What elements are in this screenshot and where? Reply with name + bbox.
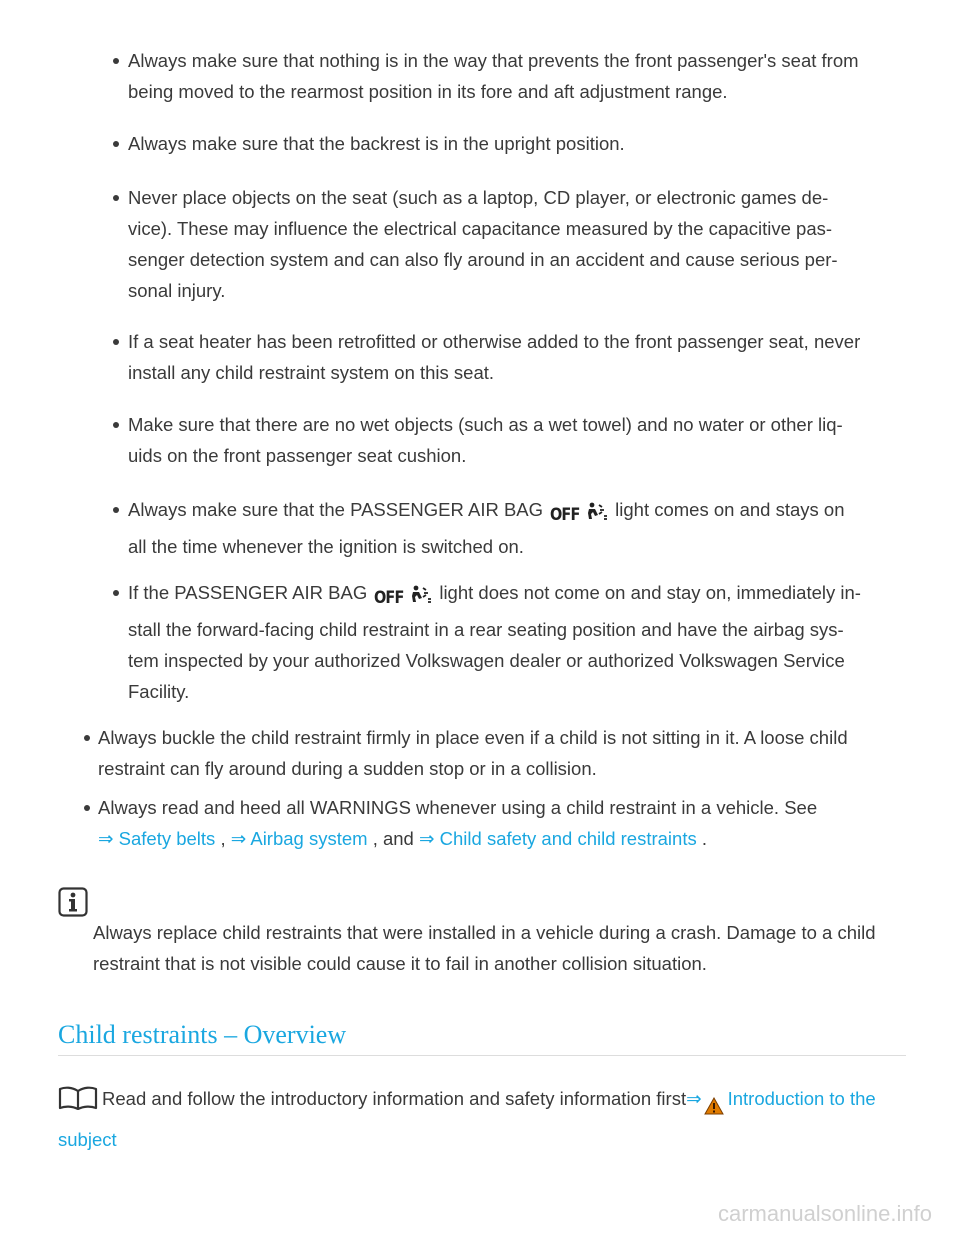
bullet-dot — [113, 141, 119, 147]
list-item: Never place objects on the seat (such as a laptop, CD player, or electronic games de-vice). These may influence the electrical capacitance measured by the capacitive pas-senger detection system and can also fly around in an accident and cause serious per-sonal injury. — [128, 187, 838, 301]
separator: , and — [372, 828, 414, 849]
airbag-system-link[interactable]: ⇒ Airbag system — [230, 828, 368, 849]
list-item-warnings — [98, 792, 888, 854]
section-title: Child restraints – Overview — [58, 1020, 347, 1049]
period: . — [701, 828, 707, 849]
safety-belts-link[interactable]: ⇒ Safety belts — [98, 828, 216, 849]
warning-icon — [704, 1093, 724, 1124]
intro-paragraph — [58, 1083, 898, 1155]
introduction-link[interactable]: Introduction to the subject — [58, 1088, 876, 1150]
airbag-seat-icon — [410, 585, 432, 603]
list-item: Make sure that there are no wet objects (such as a wet towel) and no water or other liq-uids on the front passenger seat cushion. — [128, 414, 843, 466]
watermark: carmanualsonline.info — [717, 1201, 932, 1226]
intro-text: Read and follow the introductory information and safety information first — [102, 1088, 687, 1109]
bullet-dot — [113, 507, 119, 513]
note-text: Always replace child restraints that were installed in a vehicle during a crash. Damage to a child restraint that is not visible could cause it to fail in another collision situation. — [93, 922, 876, 974]
list-item: Always buckle the child restraint firmly in place even if a child is not sitting in it. A loose child restraint can fly around during a sudden stop or in a collision. — [98, 727, 848, 779]
list-item: Always make sure that nothing is in the way that prevents the front passenger's seat from being moved to the rearmost position in its fore and aft adjustment range. — [128, 50, 859, 102]
child-safety-link[interactable]: ⇒ Child safety and child restraints — [419, 828, 697, 849]
airbag-text-before: If the PASSENGER AIR BAG — [128, 582, 368, 603]
airbag-seat-icon — [586, 502, 608, 520]
airbag-text-after: light comes on and stays on all the time whenever the ignition is switched on. — [128, 499, 845, 557]
list-item-airbag-light — [128, 494, 868, 562]
info-icon — [58, 887, 88, 922]
intro-arrow[interactable]: ⇒ — [686, 1088, 702, 1109]
bullet-dot — [113, 590, 119, 596]
bullet-dot — [113, 422, 119, 428]
list-item: Always make sure that the backrest is in the upright position. — [128, 133, 625, 154]
separator: , — [220, 828, 226, 849]
bullet-dot — [113, 58, 119, 64]
passenger-airbag-off-icon — [374, 581, 432, 614]
airbag-text-before: Always make sure that the PASSENGER AIR BAG — [128, 499, 544, 520]
airbag-text-after: light does not come on and stay on, immediately in-stall the forward-facing child restraint in a rear seating position and have the airbag sys-tem inspected by your authorized Volkswagen dealer or authorized Volkswagen Service Facility. — [128, 582, 861, 702]
book-icon — [58, 1086, 98, 1119]
list-item: If a seat heater has been retrofitted or otherwise added to the front passenger seat, never install any child restraint system on this seat. — [128, 331, 861, 383]
passenger-airbag-off-icon — [550, 498, 608, 531]
list-item-airbag-not-lit — [128, 577, 868, 707]
warnings-text: Always read and heed all WARNINGS whenever using a child restraint in a vehicle. See — [98, 797, 818, 818]
bullet-dot — [84, 805, 90, 811]
off-glyph: OFF — [374, 588, 404, 608]
title-divider — [58, 1055, 906, 1056]
bullet-dot — [84, 735, 90, 741]
bullet-dot — [113, 195, 119, 201]
bullet-dot — [113, 339, 119, 345]
off-glyph: OFF — [550, 505, 580, 525]
